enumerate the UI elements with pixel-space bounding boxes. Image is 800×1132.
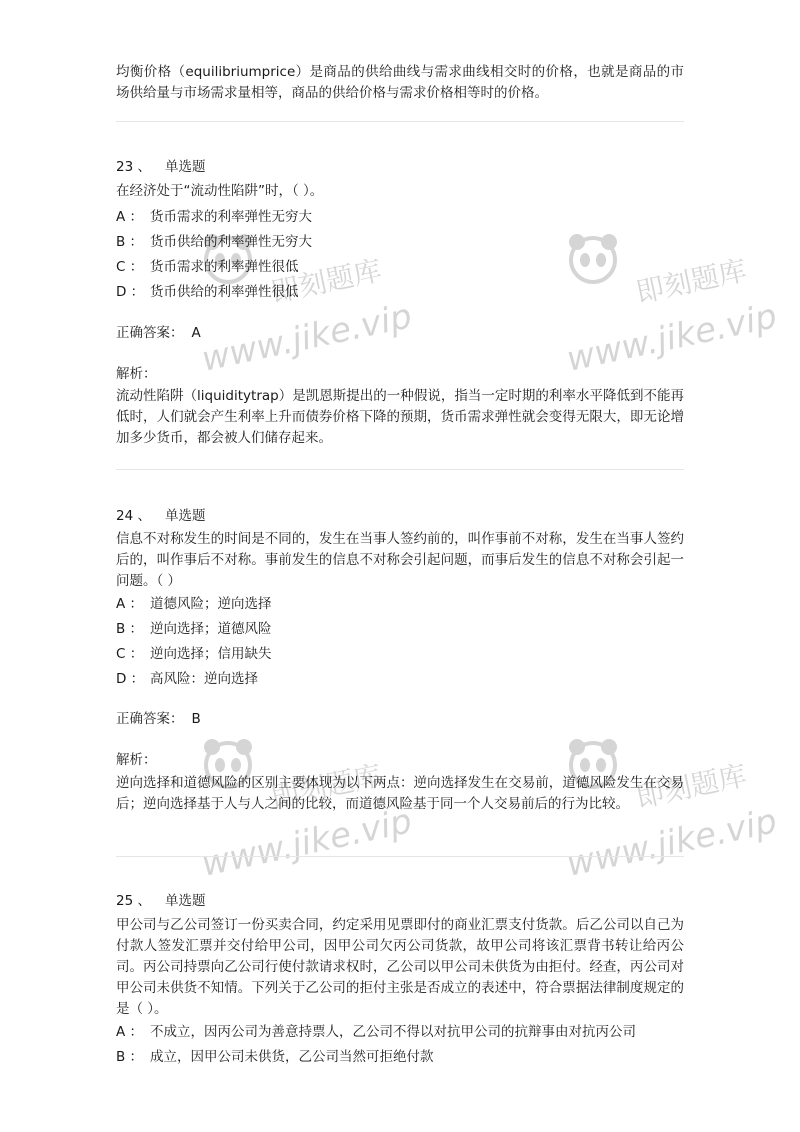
question-type: 单选题 (164, 159, 206, 175)
question-type: 单选题 (164, 893, 206, 909)
correct-answer (116, 709, 201, 729)
option-c[interactable] (116, 644, 272, 664)
watermark-name: 即刻题库 (633, 253, 750, 310)
answer-label: 正确答案： (116, 325, 184, 341)
option-key: C ： (116, 259, 144, 275)
option-key: A ： (116, 1024, 144, 1040)
option-b[interactable] (116, 619, 272, 639)
panda-logo-icon (565, 230, 621, 286)
correct-answer (116, 323, 201, 343)
option-a[interactable] (116, 594, 272, 614)
option-text: 逆向选择；信用缺失 (150, 646, 272, 662)
option-key: B ： (116, 234, 144, 250)
option-text: 高风险：逆向选择 (150, 671, 258, 687)
option-key: A ： (116, 596, 144, 612)
option-d[interactable] (116, 669, 258, 689)
option-text: 货币供给的利率弹性无穷大 (150, 234, 312, 250)
option-key: D ： (116, 284, 145, 300)
watermark-site: www.jike.vip (198, 296, 416, 380)
option-key: B ： (116, 621, 144, 637)
divider (116, 856, 684, 857)
question-stem: 甲公司与乙公司签订一份买卖合同，约定采用见票即付的商业汇票支付货款。后乙公司以自己为付款人签发汇票并交付给甲公司，因甲公司欠丙公司货款，故甲公司将该汇票背书转让给丙公司。丙公司持票向乙公司行使付款请求权时，乙公司以甲公司未供货为由拒付。经查，丙公司对甲公司未供货不知情。下列关于乙公司的拒付主张是否成立的表述中，符合票据法律制度规定的是（ ）。 (116, 917, 684, 1017)
analysis-label: 解析： (116, 752, 157, 768)
option-b[interactable] (116, 232, 312, 252)
watermark-site: www.jike.vip (198, 801, 416, 885)
option-text: 不成立，因丙公司为善意持票人，乙公司不得以对抗甲公司的抗辩事由对抗丙公司 (150, 1024, 636, 1040)
divider (116, 121, 684, 122)
option-a[interactable] (116, 207, 312, 227)
question-type: 单选题 (164, 508, 206, 524)
analysis-text: 逆向选择和道德风险的区别主要体现为以下两点：逆向选择发生在交易前，道德风险发生在交易后；逆向选择基于人与人之间的比较，而道德风险基于同一个人交易前后的行为比较。 (116, 775, 684, 812)
analysis-text: 流动性陷阱（liquiditytrap）是凯恩斯提出的一种假说，指当一定时期的利率水平降低到不能再低时，人们就会产生利率上升而债券价格下降的预期，货币需求弹性就会变得无限大，即无论增加多少货币，都会被人们储存起来。 (116, 388, 684, 446)
question-number: 24 、 (116, 508, 151, 524)
watermark-name: 即刻题库 (633, 758, 750, 815)
option-b[interactable] (116, 1047, 434, 1067)
answer-label: 正确答案： (116, 711, 184, 727)
question-header (116, 157, 205, 177)
option-text: 货币需求的利率弹性无穷大 (150, 209, 312, 225)
option-key: A ： (116, 209, 144, 225)
watermark-name: 即刻题库 (268, 758, 385, 815)
watermark-site: www.jike.vip (563, 296, 781, 380)
option-text: 道德风险；逆向选择 (150, 596, 272, 612)
answer-value: A (191, 325, 201, 341)
option-key: D ： (116, 671, 145, 687)
watermark-name: 即刻题库 (268, 253, 385, 310)
intro-paragraph: 均衡价格（equilibriumprice）是商品的供给曲线与需求曲线相交时的价格，也就是商品的市场供给量与市场需求量相等，商品的供给价格与需求价格相等时的价格。 (116, 64, 684, 101)
question-header (116, 506, 205, 526)
question-stem: 在经济处于“流动性陷阱”时，（ ）。 (116, 183, 324, 199)
option-text: 逆向选择；道德风险 (150, 621, 272, 637)
option-c[interactable] (116, 257, 299, 277)
option-text: 货币需求的利率弹性很低 (150, 259, 299, 275)
option-key: C ： (116, 646, 144, 662)
question-header (116, 891, 205, 911)
option-key: B ： (116, 1049, 144, 1065)
watermark (565, 230, 800, 380)
option-text: 成立，因甲公司未供货，乙公司当然可拒绝付款 (150, 1049, 434, 1065)
option-d[interactable] (116, 282, 299, 302)
analysis-label: 解析： (116, 366, 157, 382)
watermark-site: www.jike.vip (563, 801, 781, 885)
option-text: 货币供给的利率弹性很低 (150, 284, 299, 300)
question-stem: 信息不对称发生的时间是不同的，发生在当事人签约前的，叫作事前不对称，发生在当事人签约后的，叫作事后不对称。事前发生的信息不对称会引起问题，而事后发生的信息不对称会引起一问题。（ ） (116, 531, 684, 589)
option-a[interactable] (116, 1022, 636, 1042)
answer-value: B (191, 711, 201, 727)
watermark (200, 230, 460, 380)
question-number: 23 、 (116, 159, 151, 175)
divider (116, 469, 684, 470)
question-number: 25 、 (116, 893, 151, 909)
